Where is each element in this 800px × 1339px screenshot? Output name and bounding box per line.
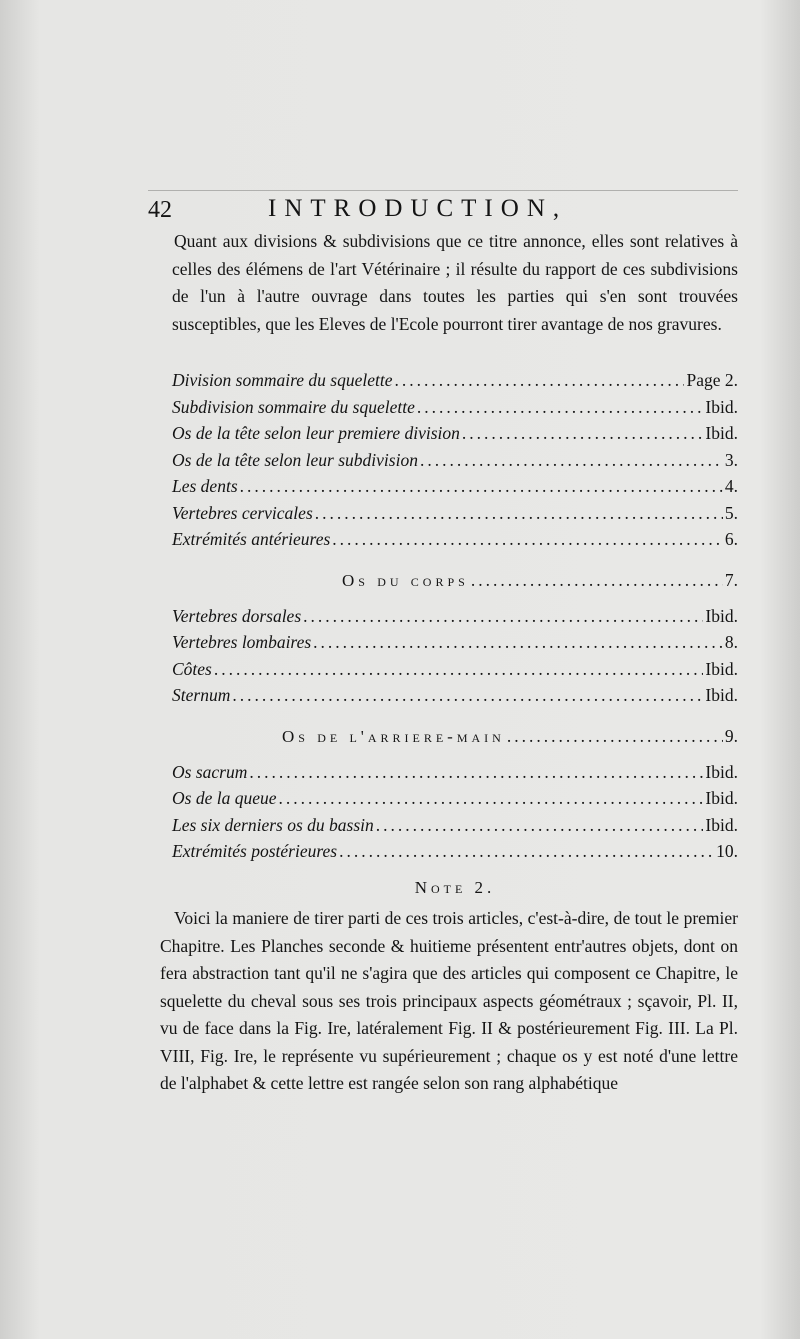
leader-dots — [232, 685, 703, 706]
leader-dots — [303, 606, 703, 627]
note-body: Voici la maniere de tirer parti de ces trois articles, c'est-à-dire, de tout le premier Chapitre. Les Planches seconde & huitieme présentent entr'autres objets, dont on fera abstraction tant qu'il ne s'agira que des articles qui composent ce Chapitre, le squelette du cheval sous ses trois principaux aspects géométraux ; sçavoir, Pl. II, vu de face dans la Fig. Ire, latéralement Fig. II & postérieurement Fig. III. La Pl. VIII, Fig. Ire, le représente vu supérieurement ; chaque os y est noté d'une lettre de l'alphabet & cette lettre est rangée selon son rang alphabétique — [160, 908, 738, 1093]
leader-dots — [332, 529, 723, 550]
toc-entry-title: Les six derniers os du bassin — [172, 814, 374, 835]
note-heading: Note 2. — [414, 878, 496, 897]
toc-entry-title: Subdivision sommaire du squelette — [172, 396, 415, 417]
toc-entry-page: 4. — [724, 476, 738, 496]
toc-section-page: 7. — [724, 570, 738, 590]
toc-entry-vertebres-lombaires — [172, 632, 738, 659]
leader-dots — [395, 370, 685, 391]
toc-entry-extremites-posterieures — [172, 841, 738, 868]
intro-paragraph: Quant aux divisions & subdivisions que ce titre annonce, elles sont relatives à celles des élémens de l'art Vétérinaire ; il résulte du rapport de ces subdivisions de l'un à l'autre ouvrage dans toutes les parties qui s'en sont trouvées susceptibles, que les Eleves de l'Ecole pourront tirer avantage de nos gravures. — [172, 231, 738, 334]
page-header — [148, 190, 738, 231]
leader-dots — [507, 726, 723, 747]
toc-section-title: Os du corps — [342, 570, 469, 590]
toc-entry-title: Côtes — [172, 658, 212, 679]
leader-dots — [240, 476, 723, 497]
toc-entry-extremites-anterieures — [172, 529, 738, 556]
toc-section-title: Os de l'arriere-main — [282, 726, 505, 746]
running-head: INTRODUCTION, — [268, 195, 568, 222]
toc-entry-page: Ibid. — [705, 685, 738, 705]
toc-section-os-arriere-main — [172, 712, 738, 762]
toc-entry-page: Ibid. — [705, 814, 738, 835]
toc-entry-cotes — [172, 659, 738, 686]
toc-entry-title: Sternum — [172, 685, 231, 705]
leader-dots — [417, 397, 704, 418]
table-of-contents — [172, 370, 738, 868]
toc-entry-sternum — [172, 685, 738, 712]
leader-dots — [376, 815, 704, 836]
leader-dots — [462, 423, 704, 444]
toc-entry-page: 5. — [724, 502, 738, 523]
toc-entry-os-bassin — [172, 815, 738, 842]
leader-dots — [315, 503, 723, 524]
toc-section-page: 9. — [724, 726, 738, 746]
toc-entry-subdivision-sommaire — [172, 397, 738, 424]
toc-entry-division-sommaire — [172, 370, 738, 397]
toc-entry-page: 3. — [724, 449, 738, 470]
leader-dots — [471, 570, 723, 591]
toc-entry-vertebres-cervicales — [172, 503, 738, 530]
leader-dots — [249, 762, 703, 783]
leader-dots — [214, 659, 704, 680]
toc-entry-title: Les dents — [172, 476, 238, 496]
toc-entry-title: Os sacrum — [172, 761, 248, 782]
toc-entry-dents — [172, 476, 738, 503]
toc-entry-page: Ibid. — [705, 658, 738, 679]
toc-entry-page: 8. — [724, 632, 738, 652]
toc-entry-page: 10. — [716, 841, 738, 861]
toc-entry-os-sacrum — [172, 762, 738, 789]
toc-entry-title: Os de la tête selon leur subdivision — [172, 449, 418, 470]
toc-entry-os-tete-subdivision — [172, 450, 738, 477]
toc-entry-page: 6. — [724, 529, 738, 549]
toc-entry-title: Extrémités postérieures — [172, 841, 338, 861]
toc-entry-title: Os de la tête selon leur premiere division — [172, 423, 460, 443]
toc-entry-page: Page 2. — [686, 370, 738, 390]
toc-entry-title: Extrémités antérieures — [172, 529, 331, 549]
toc-entry-title: Division sommaire du squelette — [172, 370, 393, 390]
toc-entry-title: Vertebres dorsales — [172, 605, 302, 626]
page-number: 42 — [148, 197, 172, 223]
toc-entry-os-queue — [172, 788, 738, 815]
leader-dots — [339, 841, 714, 862]
toc-entry-page: Ibid. — [705, 761, 738, 782]
toc-entry-os-tete-division — [172, 423, 738, 450]
toc-entry-page: Ibid. — [705, 423, 738, 443]
leader-dots — [313, 632, 723, 653]
toc-entry-title: Vertebres cervicales — [172, 502, 313, 523]
toc-entry-page: Ibid. — [705, 788, 738, 808]
leader-dots — [279, 788, 704, 809]
toc-entry-page: Ibid. — [705, 396, 738, 417]
toc-entry-title: Os de la queue — [172, 788, 277, 808]
toc-entry-title: Vertebres lombaires — [172, 632, 312, 652]
toc-entry-vertebres-dorsales — [172, 606, 738, 633]
toc-section-os-du-corps — [172, 556, 738, 606]
toc-entry-page: Ibid. — [705, 605, 738, 626]
leader-dots — [420, 450, 723, 471]
